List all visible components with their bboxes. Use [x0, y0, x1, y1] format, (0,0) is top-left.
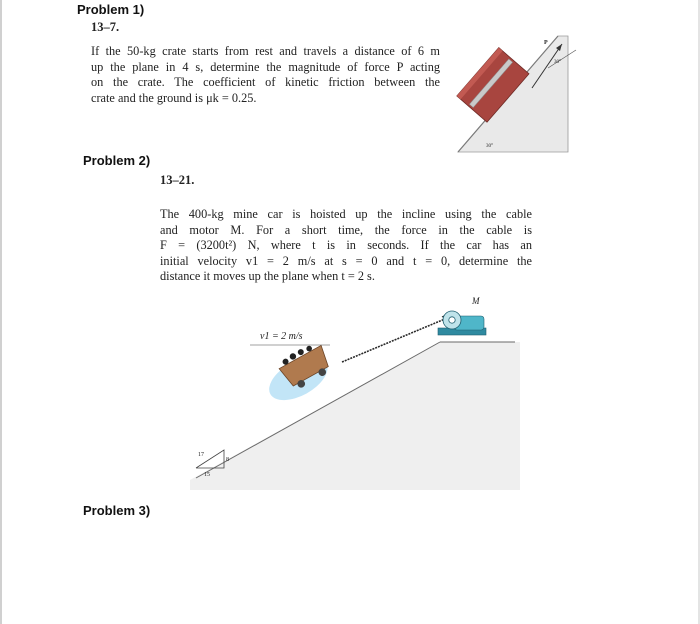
incline-ground	[190, 342, 520, 490]
problem-1-line-1: If the 50-kg crate starts from rest and travels a distance of 6 m	[91, 44, 440, 58]
velocity-label: v1 = 2 m/s	[260, 331, 303, 342]
slope-rise-label: 8	[226, 457, 229, 463]
problem-2-figure	[190, 290, 530, 490]
problem-2-heading: Problem 2)	[83, 153, 151, 168]
incline-angle-label: 30°	[486, 144, 493, 149]
problem-2-line-1: The 400-kg mine car is hoisted up the incline using the cable	[160, 207, 532, 221]
problem-2-statement	[160, 207, 532, 285]
page-left-border	[0, 0, 2, 624]
mine-car	[258, 339, 338, 409]
slope-hypotenuse-label: 17	[198, 452, 204, 458]
force-label: P	[544, 40, 548, 46]
motor	[438, 311, 486, 335]
problem-2-line-5: distance it moves up the plane when t = 2 s.	[160, 269, 375, 283]
problem-2-line-4: initial velocity v1 = 2 m/s at s = 0 and t = 0, determine the	[160, 253, 532, 268]
problem-3-heading: Problem 3)	[83, 503, 151, 518]
problem-1-statement	[91, 44, 440, 106]
problem-1-line-3: on the crate. The coefficient of kinetic friction between the	[91, 75, 440, 89]
force-angle-label: 30°	[554, 60, 561, 65]
problem-1-number: 13–7.	[91, 20, 120, 34]
problem-2-line-2: and motor M. For a short time, the force in the cable is	[160, 222, 532, 237]
problem-2-number: 13–21.	[160, 173, 195, 187]
slope-run-label: 15	[204, 472, 210, 478]
motor-label: M	[472, 296, 480, 306]
problem-1-line-2: up the plane in 4 s, determine the magnitude of force P acting	[91, 59, 440, 74]
problem-1-line-4: crate and the ground is μk = 0.25.	[91, 90, 257, 105]
problem-1-heading: Problem 1)	[77, 2, 145, 17]
problem-1-figure	[440, 30, 580, 160]
problem-2-line-3: F = (3200t²) N, where t is in seconds. If the car has an	[160, 238, 532, 252]
